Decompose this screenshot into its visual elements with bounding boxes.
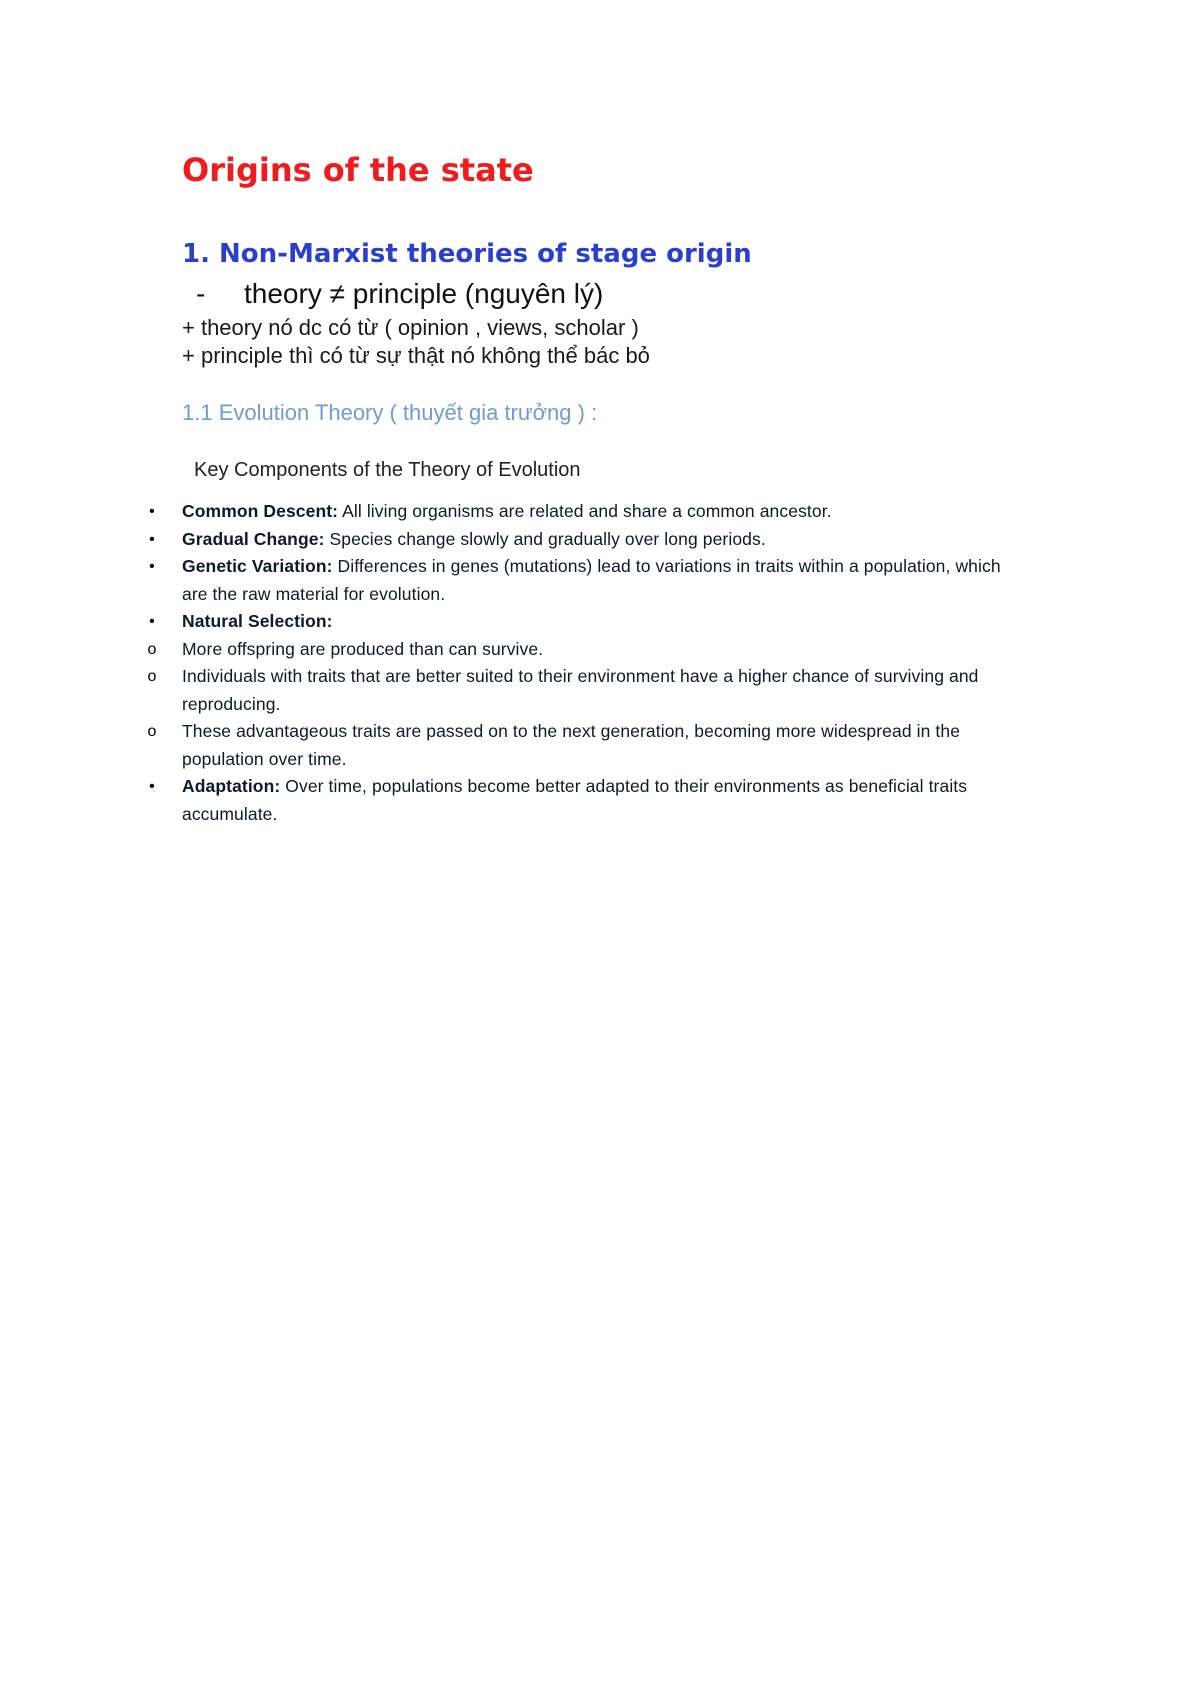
bullet-icon: • xyxy=(149,503,155,520)
list-item-term: Natural Selection: xyxy=(182,611,333,631)
list-item-natural-selection xyxy=(0,608,1200,636)
list-item-term: Genetic Variation: xyxy=(182,556,333,576)
plus-line-principle: + principle thì có từ sự thật nó không thể bác bỏ xyxy=(182,343,650,368)
bullet-icon: • xyxy=(149,778,155,795)
list-item-text: Differences in genes (mutations) lead to variations in traits within a population, which are the raw material for evolution. xyxy=(182,556,1001,604)
key-components-list xyxy=(0,498,1200,828)
sublist-item-advantageous-traits xyxy=(0,718,1200,773)
dash-marker: - xyxy=(196,278,206,309)
list-item-text: Over time, populations become better adapted to their environments as beneficial traits accumulate. xyxy=(182,776,968,824)
subsection-heading-evolution: 1.1 Evolution Theory ( thuyết gia trưởng ) : xyxy=(182,400,598,425)
list-item-text: These advantageous traits are passed on to the next generation, becoming more widespread in the population over time. xyxy=(182,721,961,769)
list-item-text: Individuals with traits that are better suited to their environment have a higher chance of surviving and reproducing. xyxy=(182,666,979,714)
list-item-term: Adaptation: xyxy=(182,776,281,796)
list-item-text: Species change slowly and gradually over long periods. xyxy=(324,528,766,549)
sublist-item-better-suited xyxy=(0,663,1200,718)
key-components-title: Key Components of the Theory of Evolution xyxy=(194,459,581,481)
list-item-common-descent xyxy=(0,498,1200,526)
document-title: Origins of the state xyxy=(182,151,534,189)
circle-bullet-icon: o xyxy=(147,723,157,740)
dash-list-item xyxy=(196,276,603,312)
circle-bullet-icon: o xyxy=(147,668,157,685)
plus-line-theory: + theory nó dc có từ ( opinion , views, scholar ) xyxy=(182,315,639,340)
bullet-icon: • xyxy=(149,613,155,630)
list-item-genetic-variation xyxy=(0,553,1200,608)
list-item-adaptation xyxy=(0,773,1200,828)
list-item-term: Common Descent: xyxy=(182,501,339,521)
bullet-icon: • xyxy=(149,558,155,575)
sublist-item-offspring xyxy=(0,636,1200,664)
bullet-icon: • xyxy=(149,530,155,548)
list-item-gradual-change xyxy=(0,526,1200,554)
list-item-term: Gradual Change: xyxy=(182,528,325,549)
list-item-text: More offspring are produced than can survive. xyxy=(182,638,544,659)
circle-bullet-icon: o xyxy=(147,640,157,658)
dash-item-text: theory ≠ principle (nguyên lý) xyxy=(244,278,604,309)
section-heading-non-marxist: 1. Non-Marxist theories of stage origin xyxy=(182,239,752,269)
list-item-text: All living organisms are related and share a common ancestor. xyxy=(338,501,832,521)
